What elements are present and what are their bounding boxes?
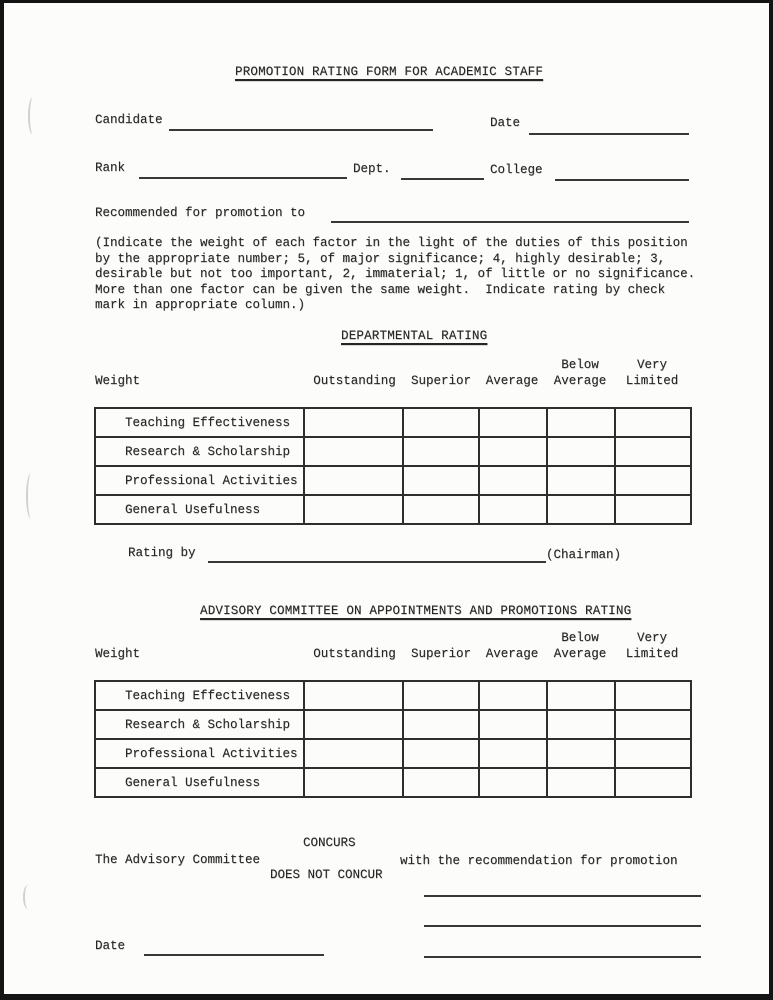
column-header-average: Average: [485, 374, 539, 388]
advisory-rating-heading: ADVISORY COMMITTEE ON APPOINTMENTS AND PROMOTIONS RATING: [200, 604, 632, 618]
college-field[interactable]: [555, 165, 689, 181]
rating-cell[interactable]: [403, 681, 479, 710]
candidate-field[interactable]: [169, 115, 433, 131]
rating-cell[interactable]: [479, 739, 547, 768]
rating-cell[interactable]: [479, 768, 547, 797]
instructions-line: by the appropriate number; 5, of major significance; 4, highly desirable; 3,: [95, 251, 666, 266]
rating-cell[interactable]: [615, 768, 691, 797]
rating-cell[interactable]: [547, 408, 615, 437]
rank-field[interactable]: [139, 163, 347, 179]
rating-cell[interactable]: [403, 739, 479, 768]
rating-cell[interactable]: [304, 495, 403, 524]
column-header-below: Below: [561, 358, 599, 372]
table-row: [95, 437, 691, 466]
factor-label: Professional Activities: [95, 739, 304, 768]
rating-cell[interactable]: [403, 710, 479, 739]
column-header-very: Very: [636, 631, 667, 645]
date-label: Date: [490, 116, 521, 130]
instructions-paragraph: [95, 236, 695, 314]
table-row: [95, 495, 691, 524]
instructions-line: (Indicate the weight of each factor in the light of the duties of this position: [95, 236, 688, 250]
rating-cell[interactable]: [479, 408, 547, 437]
advisory-rating-table: [94, 680, 692, 798]
table-row: [95, 408, 691, 437]
footer-date-label: Date: [95, 939, 126, 953]
dept-field[interactable]: [401, 164, 484, 180]
rating-cell[interactable]: [615, 437, 691, 466]
rating-cell[interactable]: [479, 466, 547, 495]
college-label: College: [490, 163, 543, 177]
factor-label: Teaching Effectiveness: [95, 408, 304, 437]
factor-label: General Usefulness: [95, 495, 304, 524]
rating-cell[interactable]: [304, 710, 403, 739]
promotion-to-field[interactable]: [331, 207, 689, 223]
rating-cell[interactable]: [615, 681, 691, 710]
rating-cell[interactable]: [547, 739, 615, 768]
column-header-very: Very: [636, 358, 667, 372]
rating-cell[interactable]: [547, 437, 615, 466]
scan-artifact: [23, 885, 33, 909]
factor-label: Professional Activities: [95, 466, 304, 495]
signature-line-1[interactable]: [424, 881, 701, 897]
departmental-rating-heading: DEPARTMENTAL RATING: [341, 329, 488, 343]
advisory-committee-label: The Advisory Committee: [95, 853, 261, 867]
column-header-outstanding: Outstanding: [313, 374, 396, 388]
weight-label: Weight: [95, 647, 141, 661]
table-row: [95, 768, 691, 797]
signature-line-3[interactable]: [424, 942, 701, 958]
rating-cell[interactable]: [304, 768, 403, 797]
rating-cell[interactable]: [615, 466, 691, 495]
scan-artifact: [26, 473, 36, 519]
rating-cell[interactable]: [615, 710, 691, 739]
factor-label: Research & Scholarship: [95, 710, 304, 739]
rating-cell[interactable]: [304, 408, 403, 437]
dept-label: Dept.: [353, 162, 391, 176]
footer-date-field[interactable]: [144, 940, 324, 956]
form-title: PROMOTION RATING FORM FOR ACADEMIC STAFF: [235, 65, 544, 79]
rating-cell[interactable]: [479, 710, 547, 739]
rank-label: Rank: [95, 161, 126, 175]
rating-cell[interactable]: [403, 408, 479, 437]
column-header-superior: Superior: [410, 374, 471, 388]
candidate-label: Candidate: [95, 113, 163, 127]
rating-cell[interactable]: [615, 739, 691, 768]
column-header-very-limited: Limited: [625, 647, 679, 661]
rating-cell[interactable]: [547, 768, 615, 797]
rating-cell[interactable]: [403, 495, 479, 524]
rating-cell[interactable]: [547, 681, 615, 710]
rating-cell[interactable]: [304, 466, 403, 495]
rating-by-label: Rating by: [128, 546, 196, 560]
does-not-concur-option[interactable]: DOES NOT CONCUR: [270, 868, 383, 882]
instructions-line: More than one factor can be given the same weight. Indicate rating by check: [95, 282, 666, 297]
table-row: [95, 710, 691, 739]
rating-cell[interactable]: [547, 710, 615, 739]
rating-column-headers: [4, 358, 769, 391]
signature-line-2[interactable]: [424, 911, 701, 927]
column-header-very-limited: Limited: [625, 374, 679, 388]
rating-cell[interactable]: [403, 466, 479, 495]
table-row: [95, 681, 691, 710]
rating-by-field[interactable]: [208, 547, 546, 563]
recommendation-suffix-label: with the recommendation for promotion: [400, 854, 678, 868]
factor-label: Research & Scholarship: [95, 437, 304, 466]
rating-cell[interactable]: [304, 437, 403, 466]
rating-cell[interactable]: [304, 681, 403, 710]
rating-cell[interactable]: [615, 495, 691, 524]
weight-label: Weight: [95, 374, 141, 388]
rating-cell[interactable]: [479, 681, 547, 710]
column-header-below-average: Average: [553, 374, 607, 388]
form-page: [4, 3, 769, 994]
table-row: [95, 739, 691, 768]
rating-column-headers: [4, 631, 769, 664]
chairman-label: (Chairman): [546, 548, 622, 562]
recommended-label: Recommended for promotion to: [95, 206, 306, 220]
factor-label: General Usefulness: [95, 768, 304, 797]
instructions-line: mark in appropriate column.): [95, 298, 306, 313]
concurs-option[interactable]: CONCURS: [303, 836, 356, 850]
date-field[interactable]: [529, 119, 689, 135]
factor-label: Teaching Effectiveness: [95, 681, 304, 710]
rating-cell[interactable]: [479, 495, 547, 524]
scan-artifact: [28, 97, 38, 135]
column-header-below: Below: [561, 631, 599, 645]
rating-cell[interactable]: [403, 768, 479, 797]
rating-cell[interactable]: [547, 495, 615, 524]
rating-cell[interactable]: [615, 408, 691, 437]
rating-cell[interactable]: [479, 437, 547, 466]
column-header-below-average: Average: [553, 647, 607, 661]
rating-cell[interactable]: [547, 466, 615, 495]
instructions-line: desirable but not too important, 2, immaterial; 1, of little or no significance.: [95, 267, 696, 282]
column-header-superior: Superior: [410, 647, 471, 661]
rating-cell[interactable]: [403, 437, 479, 466]
table-row: [95, 466, 691, 495]
departmental-rating-table: [94, 407, 692, 525]
column-header-outstanding: Outstanding: [313, 647, 396, 661]
rating-cell[interactable]: [304, 739, 403, 768]
column-header-average: Average: [485, 647, 539, 661]
